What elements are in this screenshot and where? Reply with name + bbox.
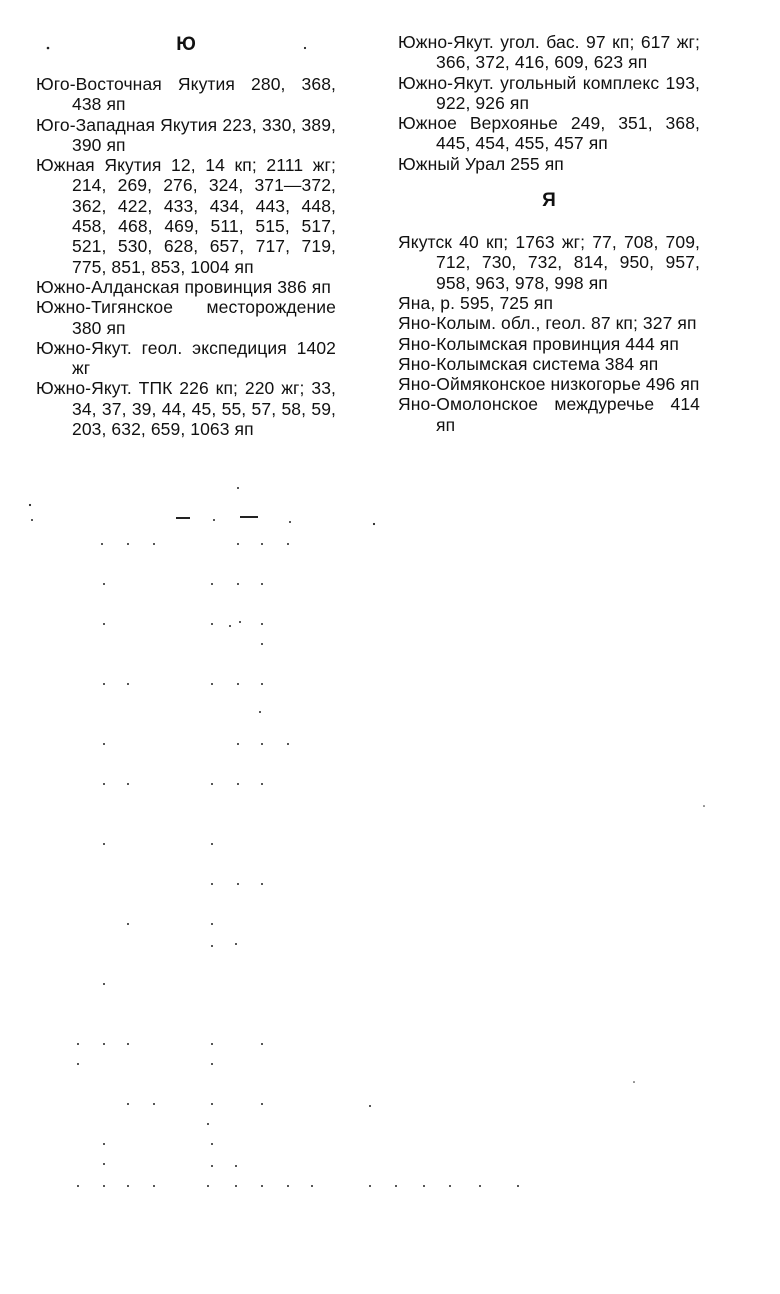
index-entry: Якутск 40 кп; 1763 жг; 77, 708, 709, 712, 730, 732, 814, 950, 957, 958, 963, 978, 998 яп [398,232,700,293]
index-entry: Южно-Якут. угольный комплекс 193, 922, 926 яп [398,72,700,113]
section-letter-ya: Я [542,190,556,212]
index-entry: Яно-Оймяконское низкогорье 496 яп [398,374,700,395]
index-entry: Южно-Тигянское месторождение 380 яп [36,297,336,338]
index-entry: Юго-Западная Якутия 223, 330, 389, 390 яп [36,114,336,155]
index-entry: Яно-Колым. обл., геол. 87 кп; 327 яп [398,313,697,334]
index-entry: Южно-Алданская провинция 386 яп [36,276,331,297]
index-entry: Яна, р. 595, 725 яп [398,292,554,313]
index-entry: Южный Урал 255 яп [398,153,564,174]
index-entry: Южно-Якут. ТПК 226 кп; 220 жг; 33, 34, 37, 39, 44, 45, 55, 57, 58, 59, 203, 632, 659, 1063 яп [36,378,336,440]
index-entry: Южно-Якут. угол. бас. 97 кп; 617 жг; 366, 372, 416, 609, 623 яп [398,32,700,73]
index-entry: Южное Верхоянье 249, 351, 368, 445, 454, 455, 457 яп [398,113,700,154]
index-entry: Южно-Якут. геол. экспедиция 1402 жг [36,337,336,379]
section-letter-yu: Ю [176,34,196,55]
index-entry: Южная Якутия 12, 14 кп; 2111 жг; 214, 269, 276, 324, 371—372, 362, 422, 433, 434, 443, 448, 458, 468, 469, 511, 515, 517, 521, 530, 628, 657, 717, 719, 775, 851, 853, 1004 яп [36,155,336,277]
index-entry: Яно-Колымская провинция 444 яп [398,333,679,354]
index-entry: Яно-Колымская система 384 яп [398,353,659,374]
index-entry: Юго-Восточная Якутия 280, 368, 438 яп [36,74,336,115]
index-entry: Яно-Омолонское междуречье 414 яп [398,394,700,435]
